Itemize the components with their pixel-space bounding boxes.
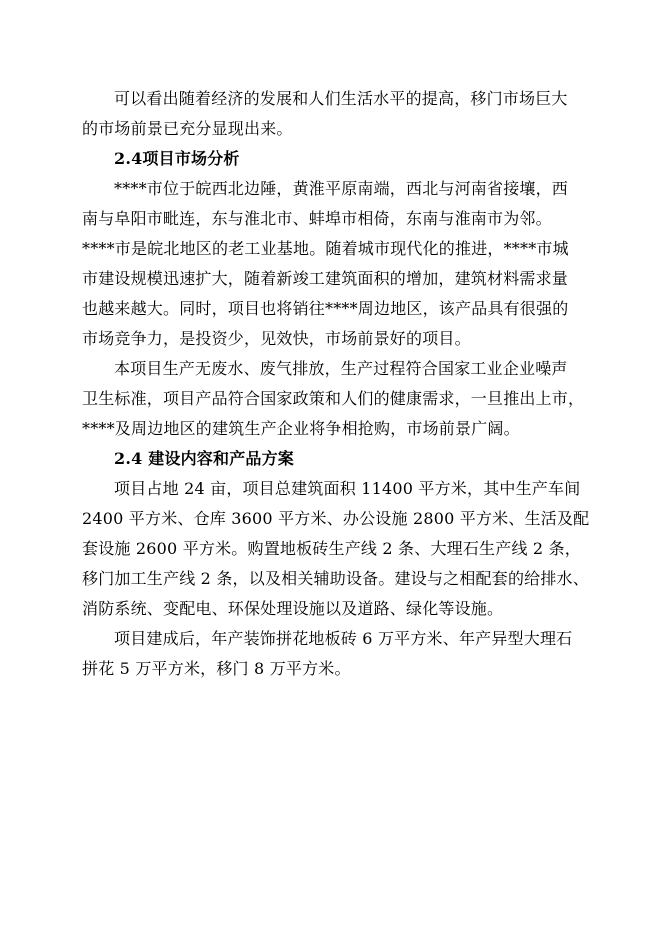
text-line: 市建设规模迅速扩大，随着新竣工建筑面积的增加，建筑材料需求量 [82,269,569,288]
text-line: 的市场前景已充分显现出来。 [82,119,293,138]
text-line: 南与阜阳市毗连，东与淮北市、蚌埠市相倚，东南与淮南市为邻。 [82,209,552,228]
text-line: 项目占地 24 亩，项目总建筑面积 11400 平方米，其中生产车间 [114,479,581,498]
text-line: ****及周边地区的建筑生产企业将争相抢购，市场前景广阔。 [82,419,520,438]
section-heading-construction: 2.4 建设内容和产品方案 [114,449,295,468]
text-line: 可以看出随着经济的发展和人们生活水平的提高，移门市场巨大 [114,89,568,108]
text-line: 消防系统、变配电、环保处理设施以及道路、绿化等设施。 [82,599,504,618]
text-line: 拼花 5 万平方米，移门 8 万平方米。 [82,659,351,678]
text-line: 市场竞争力，是投资少，见效快，市场前景好的项目。 [82,329,471,348]
paragraph-construction-content [82,474,602,624]
text-line: ****市是皖北地区的老工业基地。随着城市现代化的推进，****市城 [82,239,569,258]
text-line: ****市位于皖西北边陲，黄淮平原南端，西北与河南省接壤，西 [114,179,569,198]
text-line: 也越来越大。同时，项目也将销往****周边地区，该产品具有很强的 [82,299,569,318]
section-heading-market-analysis: 2.4项目市场分析 [114,149,240,168]
text-line: 本项目生产无废水、废气排放，生产过程符合国家工业企业噪声 [114,359,568,378]
text-line: 项目建成后，年产装饰拼花地板砖 6 万平方米、年产异型大理石 [114,629,573,648]
paragraph-location [82,174,602,354]
document-body [82,84,602,684]
text-line: 卫生标准，项目产品符合国家政策和人们的健康需求，一旦推出上市， [82,389,585,408]
paragraph-market-outlook [82,84,602,144]
text-line: 套设施 2600 平方米。购置地板砖生产线 2 条、大理石生产线 2 条， [82,539,581,558]
paragraph-output [82,624,602,684]
text-line: 2400 平方米、仓库 3600 平方米、办公设施 2800 平方米、生活及配 [82,509,590,528]
text-line: 移门加工生产线 2 条，以及相关辅助设备。建设与之相配套的给排水、 [82,569,589,588]
paragraph-environment [82,354,602,444]
